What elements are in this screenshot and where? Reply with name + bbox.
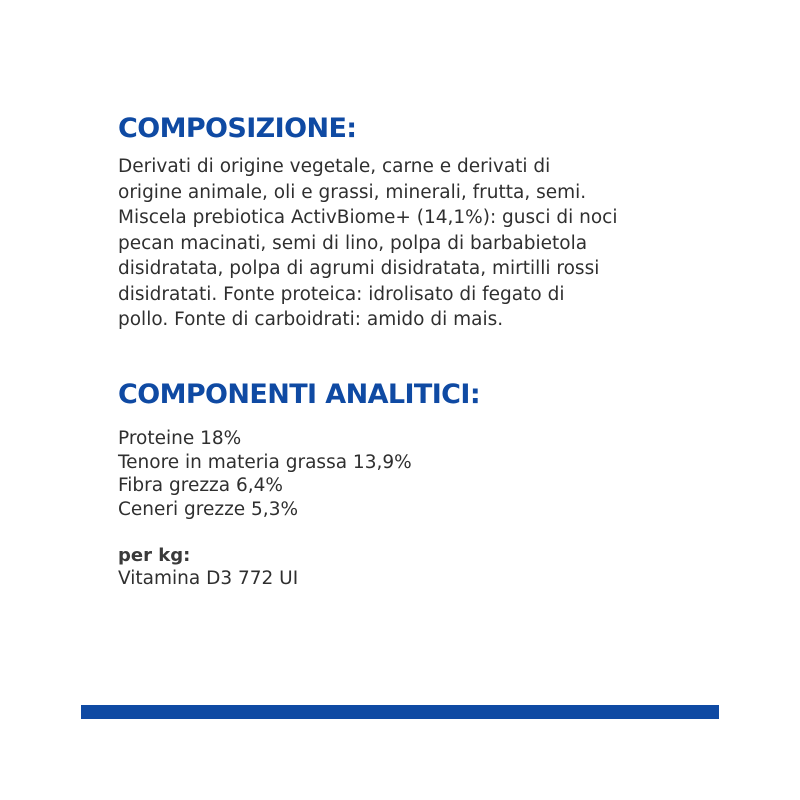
composizione-heading: COMPOSIZIONE: (118, 113, 357, 144)
composizione-text (118, 154, 718, 333)
composizione-line: pollo. Fonte di carboidrati: amido di mais. (118, 309, 504, 330)
composizione-line: disidratati. Fonte proteica: idrolisato di fegato di (118, 283, 565, 305)
composizione-line: origine animale, oli e grassi, minerali, frutta, semi. (118, 181, 587, 203)
bottom-accent-bar (81, 705, 719, 719)
composizione-line: pecan macinati, semi di lino, polpa di barbabietola (118, 232, 588, 254)
per-kg-label: per kg: (118, 545, 191, 566)
componenti-analitici-list (118, 427, 412, 521)
analytic-item-ceneri: Ceneri grezze 5,3% (118, 498, 299, 520)
composizione-line: disidratata, polpa di agrumi disidratata, mirtilli rossi (118, 258, 600, 279)
componenti-analitici-heading: COMPONENTI ANALITICI: (118, 379, 481, 410)
analytic-item-proteine: Proteine 18% (118, 428, 242, 449)
composizione-line: Miscela prebiotica ActivBiome+ (14,1%): gusci di noci (118, 207, 618, 228)
vitamin-d3-value: Vitamina D3 772 UI (118, 568, 299, 589)
analytic-item-grassi: Tenore in materia grassa 13,9% (118, 451, 412, 473)
composizione-line: Derivati di origine vegetale, carne e derivati di (118, 156, 551, 177)
analytic-item-fibra: Fibra grezza 6,4% (118, 475, 283, 496)
